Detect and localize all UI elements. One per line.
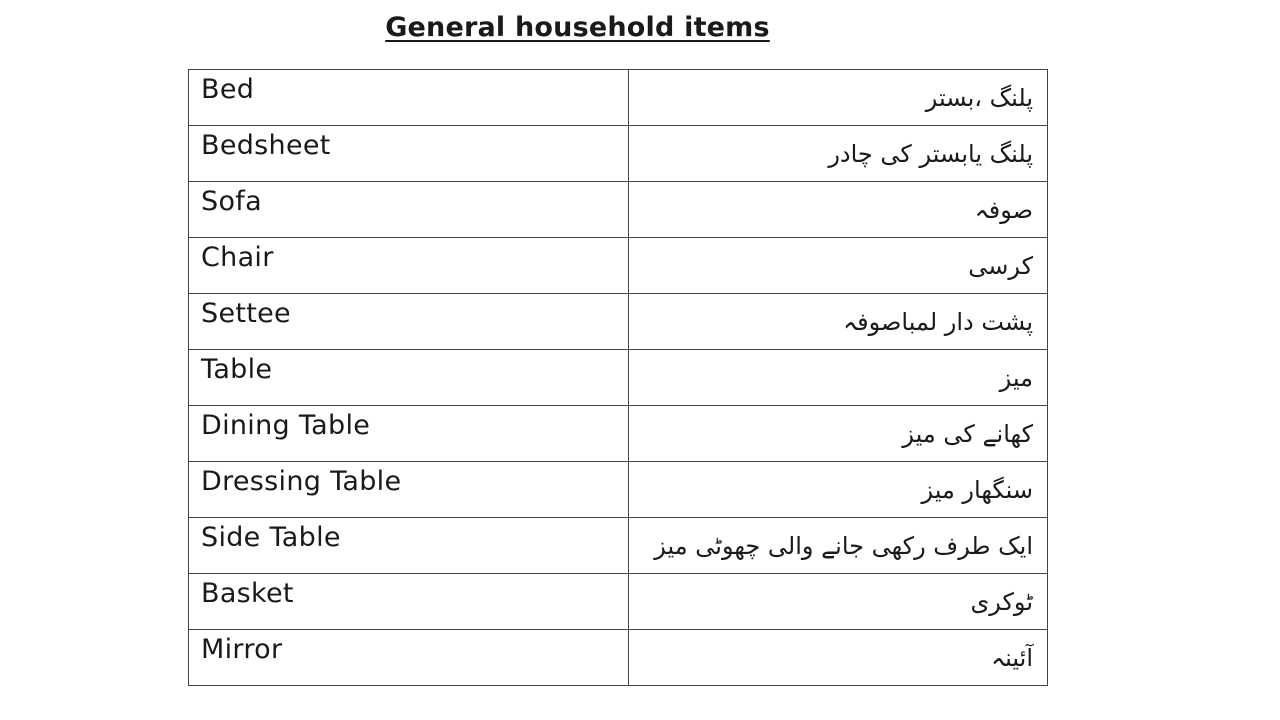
urdu-cell: ایک طرف رکھی جانے والی چھوٹی میز — [629, 518, 1048, 574]
urdu-cell: کھانے کی میز — [629, 406, 1048, 462]
urdu-cell: ٹوکری — [629, 574, 1048, 630]
english-cell: Mirror — [189, 630, 629, 686]
urdu-cell: میز — [629, 350, 1048, 406]
english-cell: Bed — [189, 70, 629, 126]
table-row — [189, 70, 1048, 126]
english-cell: Chair — [189, 238, 629, 294]
urdu-cell: پشت دار لمباصوفہ — [629, 294, 1048, 350]
table-row — [189, 238, 1048, 294]
urdu-cell: پلنگ ،بستر — [629, 70, 1048, 126]
english-cell: Sofa — [189, 182, 629, 238]
english-cell: Dining Table — [189, 406, 629, 462]
english-cell: Table — [189, 350, 629, 406]
english-cell: Settee — [189, 294, 629, 350]
english-cell: Basket — [189, 574, 629, 630]
table-row — [189, 630, 1048, 686]
table-row — [189, 126, 1048, 182]
english-cell: Side Table — [189, 518, 629, 574]
urdu-cell: آئینہ — [629, 630, 1048, 686]
english-cell: Dressing Table — [189, 462, 629, 518]
table-row — [189, 182, 1048, 238]
table-row — [189, 574, 1048, 630]
table-row — [189, 518, 1048, 574]
urdu-cell: کرسی — [629, 238, 1048, 294]
table-row — [189, 406, 1048, 462]
vocabulary-table — [188, 69, 1048, 686]
page-title: General household items — [385, 12, 770, 43]
table-row — [189, 350, 1048, 406]
urdu-cell: صوفہ — [629, 182, 1048, 238]
english-cell: Bedsheet — [189, 126, 629, 182]
table-row — [189, 294, 1048, 350]
urdu-cell: سنگھار میز — [629, 462, 1048, 518]
urdu-cell: پلنگ یابستر کی چادر — [629, 126, 1048, 182]
table-row — [189, 462, 1048, 518]
